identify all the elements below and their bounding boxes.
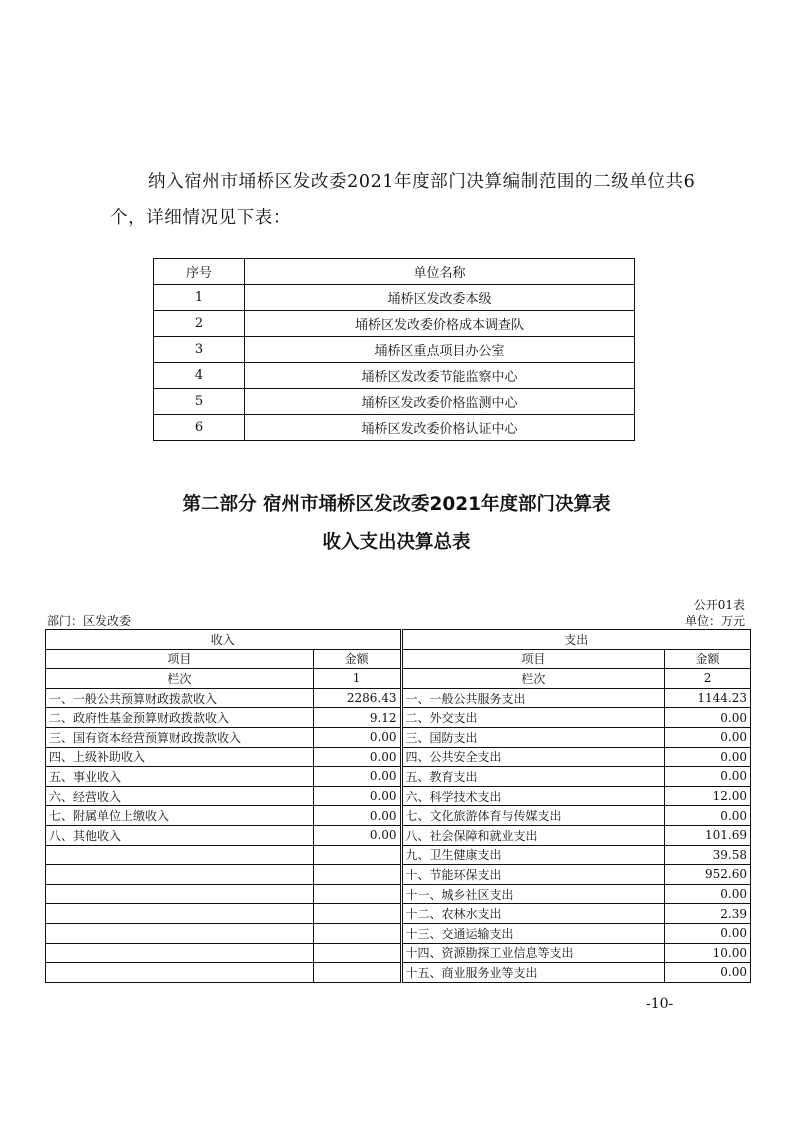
income-amount: 9.12 [313,708,401,728]
table-body [46,688,751,982]
expense-item: 十一、城乡社区支出 [401,884,665,904]
col-header-seq: 序号 [154,259,245,285]
unit-name: 埇桥区发改委本级 [245,285,635,311]
table-row [154,415,635,441]
unit-name: 埇桥区重点项目办公室 [245,337,635,363]
expense-amount: 2.39 [665,904,751,924]
expense-group-header: 支出 [401,630,750,650]
table-row [154,285,635,311]
table-row [46,727,751,747]
income-amount [313,845,401,865]
income-group-header: 收入 [46,630,402,650]
expense-item: 七、文化旅游体育与传媒支出 [401,806,665,826]
department-label: 部门：区发改委 [47,614,132,628]
income-item [46,963,314,983]
income-amount [313,943,401,963]
table-row [46,943,751,963]
income-seq-label: 栏次 [46,669,314,689]
part-heading: 第二部分 宿州市埇桥区发改委2021年度部门决算表 [182,494,611,515]
expense-item-header: 项目 [401,649,665,669]
table-row [154,363,635,389]
units-table [153,258,635,441]
income-amount [313,923,401,943]
expense-amount: 0.00 [665,806,751,826]
expense-amount: 0.00 [665,923,751,943]
expense-item: 四、公共安全支出 [401,747,665,767]
income-amount: 0.00 [313,747,401,767]
expense-item: 十三、交通运输支出 [401,923,665,943]
expense-item: 一、一般公共服务支出 [401,688,665,708]
table-row [46,806,751,826]
income-item [46,845,314,865]
expense-amount: 39.58 [665,845,751,865]
income-item: 五、事业收入 [46,767,314,787]
table-row [46,786,751,806]
income-item: 四、上级补助收入 [46,747,314,767]
table-row [46,845,751,865]
units-table-header [154,259,635,285]
income-item [46,943,314,963]
table-row [46,865,751,885]
income-item: 一、一般公共预算财政拨款收入 [46,688,314,708]
unit-name: 埇桥区发改委价格成本调查队 [245,311,635,337]
unit-seq: 5 [154,389,245,415]
income-amount [313,884,401,904]
expense-amount: 0.00 [665,727,751,747]
expense-item: 六、科学技术支出 [401,786,665,806]
table-row [46,884,751,904]
expense-amount: 0.00 [665,747,751,767]
expense-amount: 1144.23 [665,688,751,708]
table-row [154,311,635,337]
income-item [46,884,314,904]
expense-amount: 952.60 [665,865,751,885]
unit-label: 单位：万元 [684,614,745,628]
expense-item: 十五、商业服务业等支出 [401,963,665,983]
table-row [46,825,751,845]
col-header-unit-name: 单位名称 [245,259,635,285]
income-item: 六、经营收入 [46,786,314,806]
expense-item: 十二、农林水支出 [401,904,665,924]
expense-seq-number: 2 [665,669,751,689]
table-row [46,747,751,767]
column-header-row [46,649,751,669]
unit-seq: 6 [154,415,245,441]
expense-amount: 12.00 [665,786,751,806]
income-item: 二、政府性基金预算财政拨款收入 [46,708,314,728]
income-item [46,904,314,924]
expense-item: 十、节能环保支出 [401,865,665,885]
intro-paragraph: 纳入宿州市埇桥区发改委2021年度部门决算编制范围的二级单位共6个，详细情况见下表： [110,171,696,228]
unit-name: 埇桥区发改委价格认证中心 [245,415,635,441]
expense-amount: 0.00 [665,884,751,904]
table-row [46,688,751,708]
income-expense-table [45,629,751,983]
expense-item: 九、卫生健康支出 [401,845,665,865]
group-header-row [46,630,751,650]
unit-name: 埇桥区发改委价格监测中心 [245,389,635,415]
expense-amount: 10.00 [665,943,751,963]
table-row [46,708,751,728]
income-item: 七、附属单位上缴收入 [46,806,314,826]
expense-amount: 0.00 [665,708,751,728]
expense-amount: 101.69 [665,825,751,845]
income-item [46,865,314,885]
income-item-header: 项目 [46,649,314,669]
expense-item: 八、社会保障和就业支出 [401,825,665,845]
income-amount: 0.00 [313,727,401,747]
income-amount: 0.00 [313,806,401,826]
unit-seq: 2 [154,311,245,337]
unit-seq: 3 [154,337,245,363]
table-row [46,923,751,943]
income-seq-number: 1 [313,669,401,689]
expense-amount-header: 金额 [665,649,751,669]
table-row [46,767,751,787]
income-amount [313,865,401,885]
page-number: -10- [646,996,674,1012]
form-code-label: 公开01表 [693,598,745,612]
expense-item: 三、国防支出 [401,727,665,747]
income-amount [313,963,401,983]
unit-name: 埇桥区发改委节能监察中心 [245,363,635,389]
income-amount: 0.00 [313,767,401,787]
income-item: 三、国有资本经营预算财政拨款收入 [46,727,314,747]
income-item: 八、其他收入 [46,825,314,845]
expense-item: 十四、资源勘探工业信息等支出 [401,943,665,963]
expense-amount: 0.00 [665,767,751,787]
income-amount: 0.00 [313,825,401,845]
income-amount: 2286.43 [313,688,401,708]
income-item [46,923,314,943]
unit-seq: 4 [154,363,245,389]
income-amount [313,904,401,924]
expense-seq-label: 栏次 [401,669,665,689]
table-row [154,389,635,415]
expense-item: 五、教育支出 [401,767,665,787]
table-row [46,963,751,983]
expense-amount: 0.00 [665,963,751,983]
table-row [154,337,635,363]
income-amount-header: 金额 [313,649,401,669]
expense-item: 二、外交支出 [401,708,665,728]
table-title: 收入支出决算总表 [322,532,471,553]
unit-seq: 1 [154,285,245,311]
table-row [46,904,751,924]
income-amount: 0.00 [313,786,401,806]
seq-row [46,669,751,689]
